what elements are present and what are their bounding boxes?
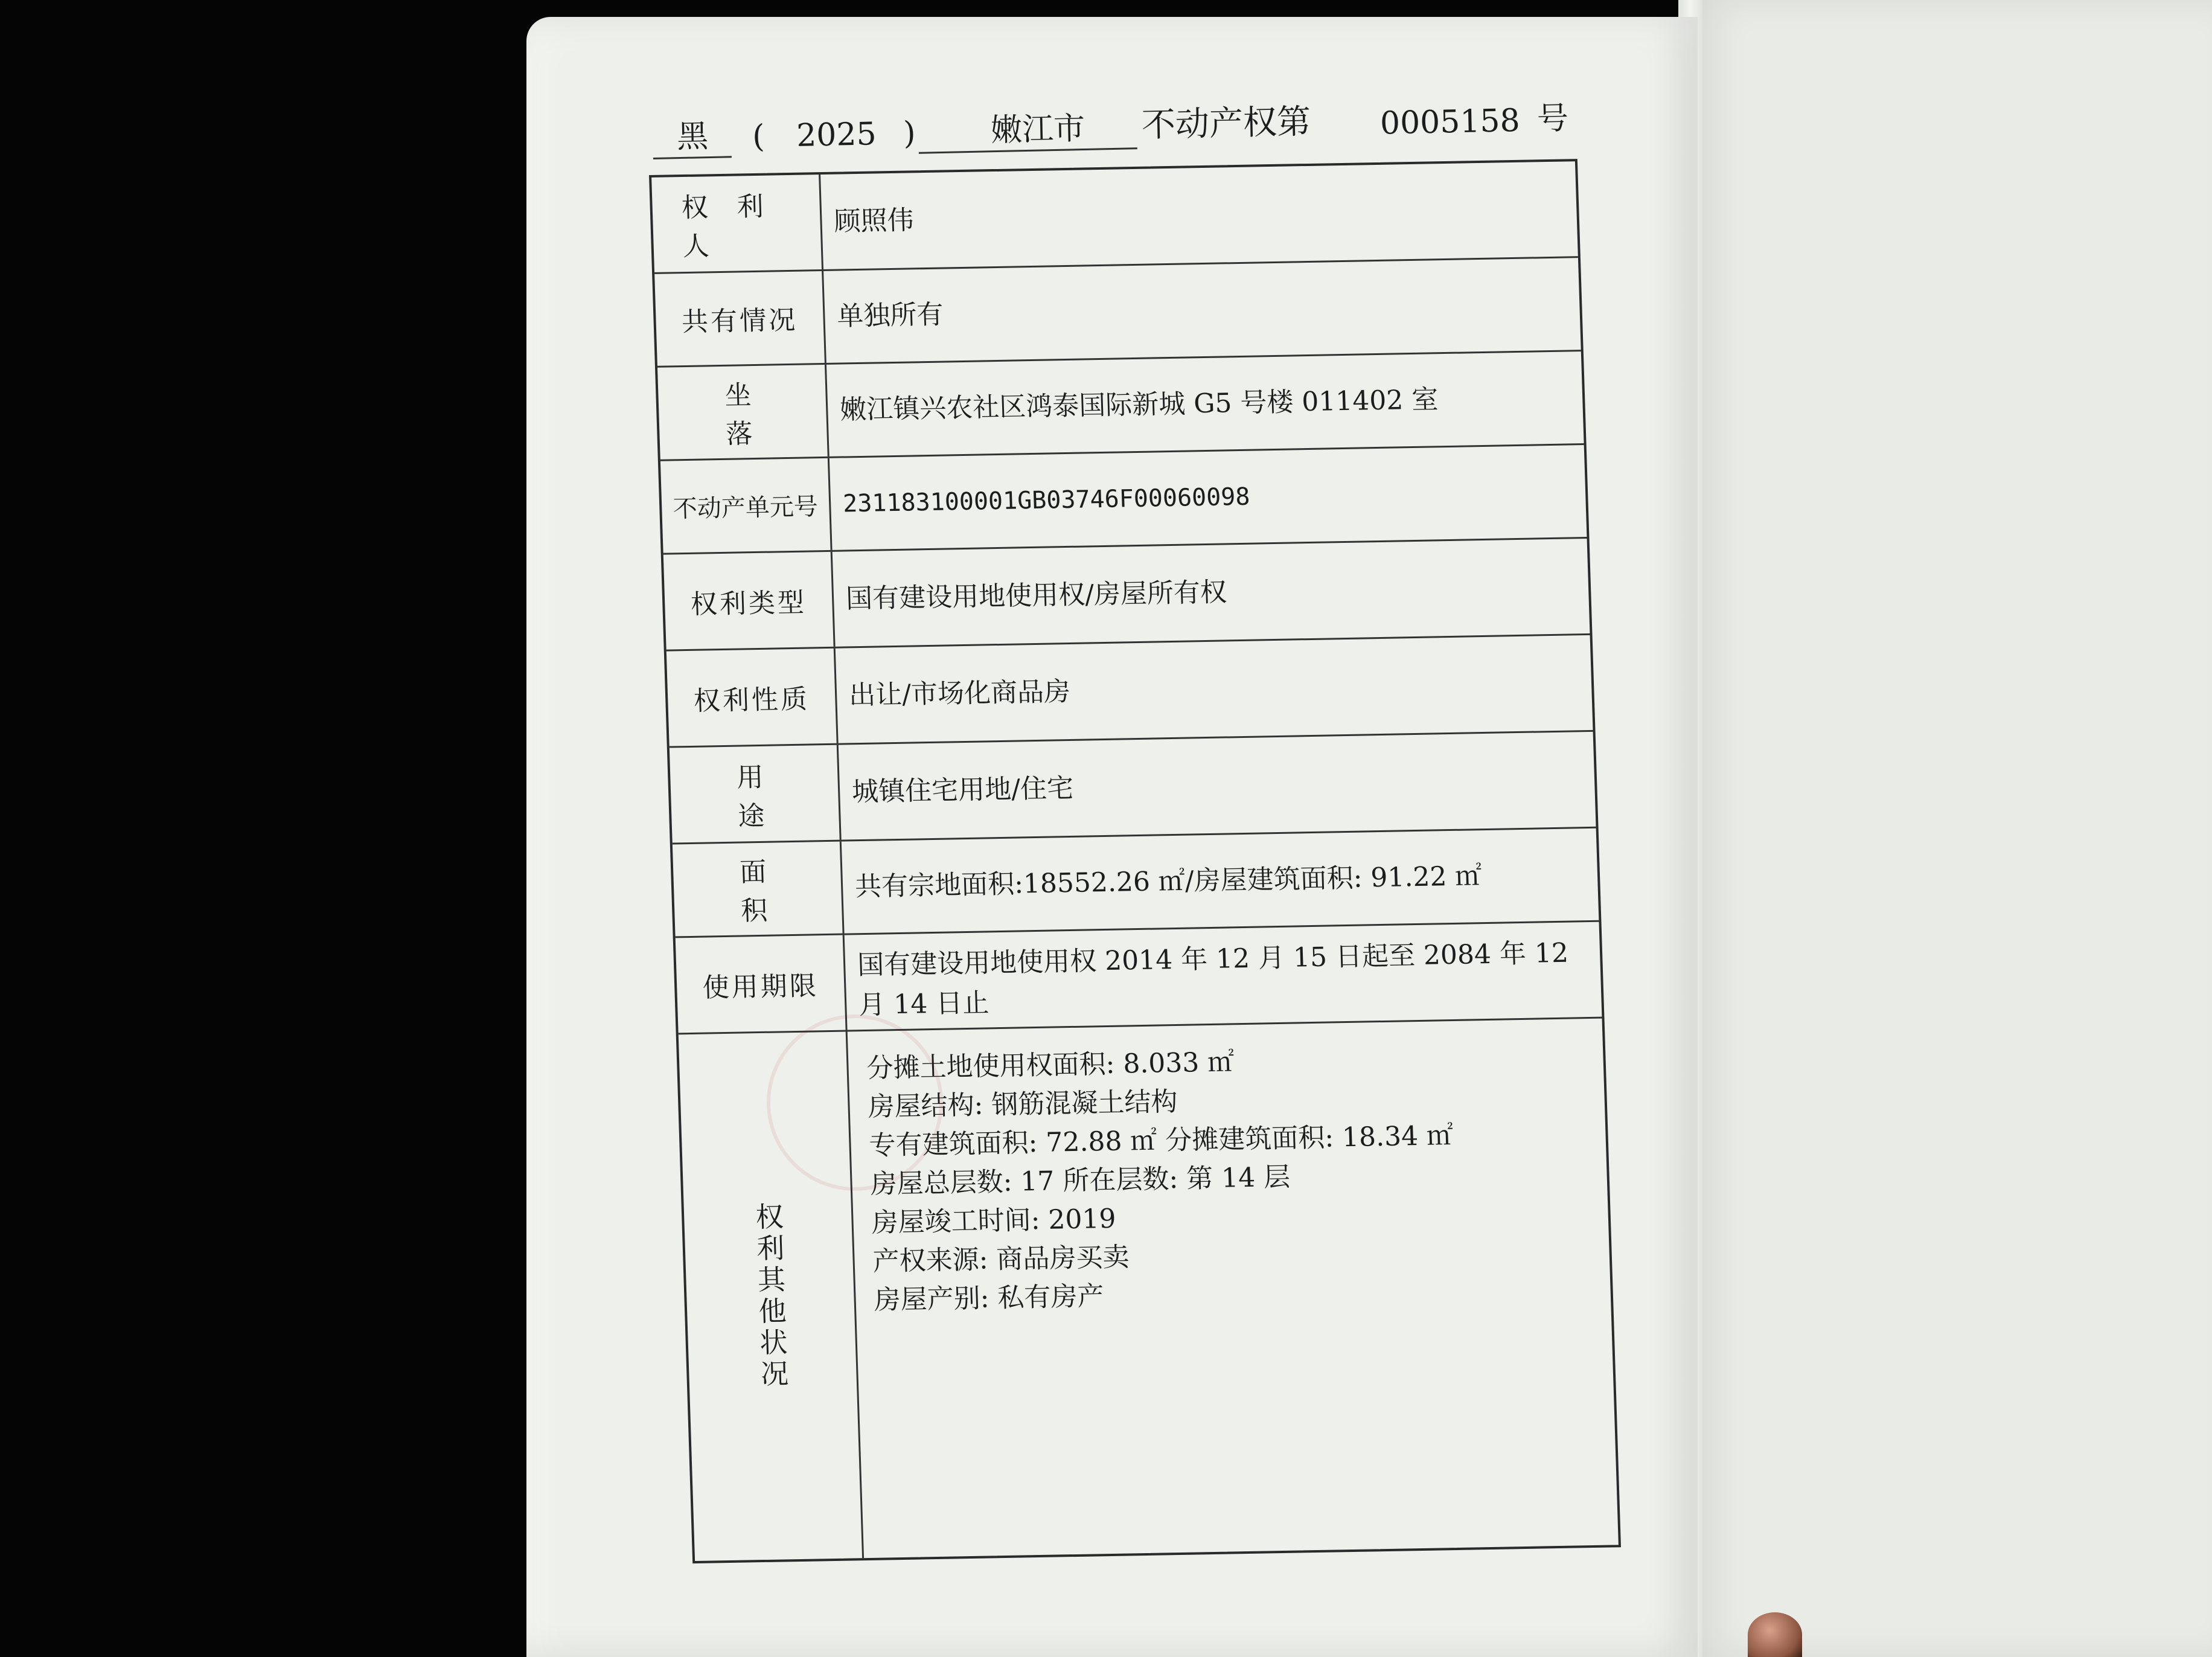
other-status-line: 专有建筑面积: 72.88 ㎡ 分摊建筑面积: 18.34 ㎡ [868, 1120, 1454, 1161]
table-row [660, 445, 1587, 555]
row-label: 权利类型 [663, 552, 836, 650]
header-suffix: 号 [1536, 100, 1569, 138]
row-value: 231183100001GB03746F00060098 [842, 482, 1251, 518]
header-open-paren: ( [752, 118, 766, 155]
row-value: 城镇住宅用地/住宅 [851, 772, 1074, 807]
certificate-table [649, 159, 1621, 1563]
row-label: 面积 [673, 842, 845, 937]
row-label: 坐落 [657, 365, 830, 460]
other-status-lines [866, 1037, 1593, 1320]
table-row [670, 732, 1596, 845]
header-cert-type: 不动产权第 [1141, 102, 1311, 146]
other-status-row [679, 1019, 1619, 1561]
right-page [1690, 0, 2212, 1657]
header-year: 2025 [796, 116, 877, 154]
row-label: 权利人 [651, 175, 823, 272]
other-status-label: 权利其他状况 [751, 1202, 790, 1391]
header-number: 0005158 [1379, 102, 1521, 142]
header-close-paren: ) [903, 115, 916, 152]
other-status-line: 房屋结构: 钢筋混凝土结构 [867, 1086, 1178, 1123]
row-label: 共有情况 [654, 271, 826, 366]
header-city: 嫩江市 [990, 110, 1085, 149]
row-value: 嫩江镇兴农社区鸿泰国际新城 G5 号楼 011402 室 [839, 384, 1439, 426]
other-status-line: 产权来源: 商品房买卖 [872, 1242, 1130, 1277]
row-label: 不动产单元号 [660, 458, 833, 553]
thumb [1748, 1612, 1802, 1657]
table-row [654, 258, 1581, 368]
table-row [676, 922, 1602, 1035]
table-row [673, 828, 1599, 938]
row-label: 权利性质 [666, 649, 839, 746]
row-label: 使用期限 [676, 935, 848, 1033]
table-row [663, 539, 1590, 652]
table-row [651, 161, 1578, 274]
header-province: 黑 [676, 118, 709, 156]
row-value: 共有宗地面积:18552.26 ㎡/房屋建筑面积: 91.22 ㎡ [854, 861, 1483, 903]
other-status-line: 房屋产别: 私有房产 [873, 1281, 1105, 1316]
other-status-line: 房屋总层数: 17 所在层数: 第 14 层 [869, 1161, 1291, 1200]
table-row [657, 351, 1584, 461]
row-value: 国有建设用地使用权 2014 年 12 月 15 日起至 2084 年 12 月 14 日止 [857, 937, 1569, 1021]
table-row [666, 635, 1593, 748]
row-value: 出让/市场化商品房 [848, 676, 1071, 711]
row-label: 用途 [670, 745, 842, 843]
row-value: 国有建设用地使用权/房屋所有权 [845, 576, 1227, 614]
other-status-line: 分摊土地使用权面积: 8.033 ㎡ [866, 1046, 1235, 1084]
row-value: 顾照伟 [833, 204, 915, 237]
header-underline [653, 156, 732, 159]
other-status-label-cell [679, 1031, 864, 1561]
other-status-line: 房屋竣工时间: 2019 [871, 1203, 1117, 1239]
row-value: 单独所有 [836, 299, 944, 332]
